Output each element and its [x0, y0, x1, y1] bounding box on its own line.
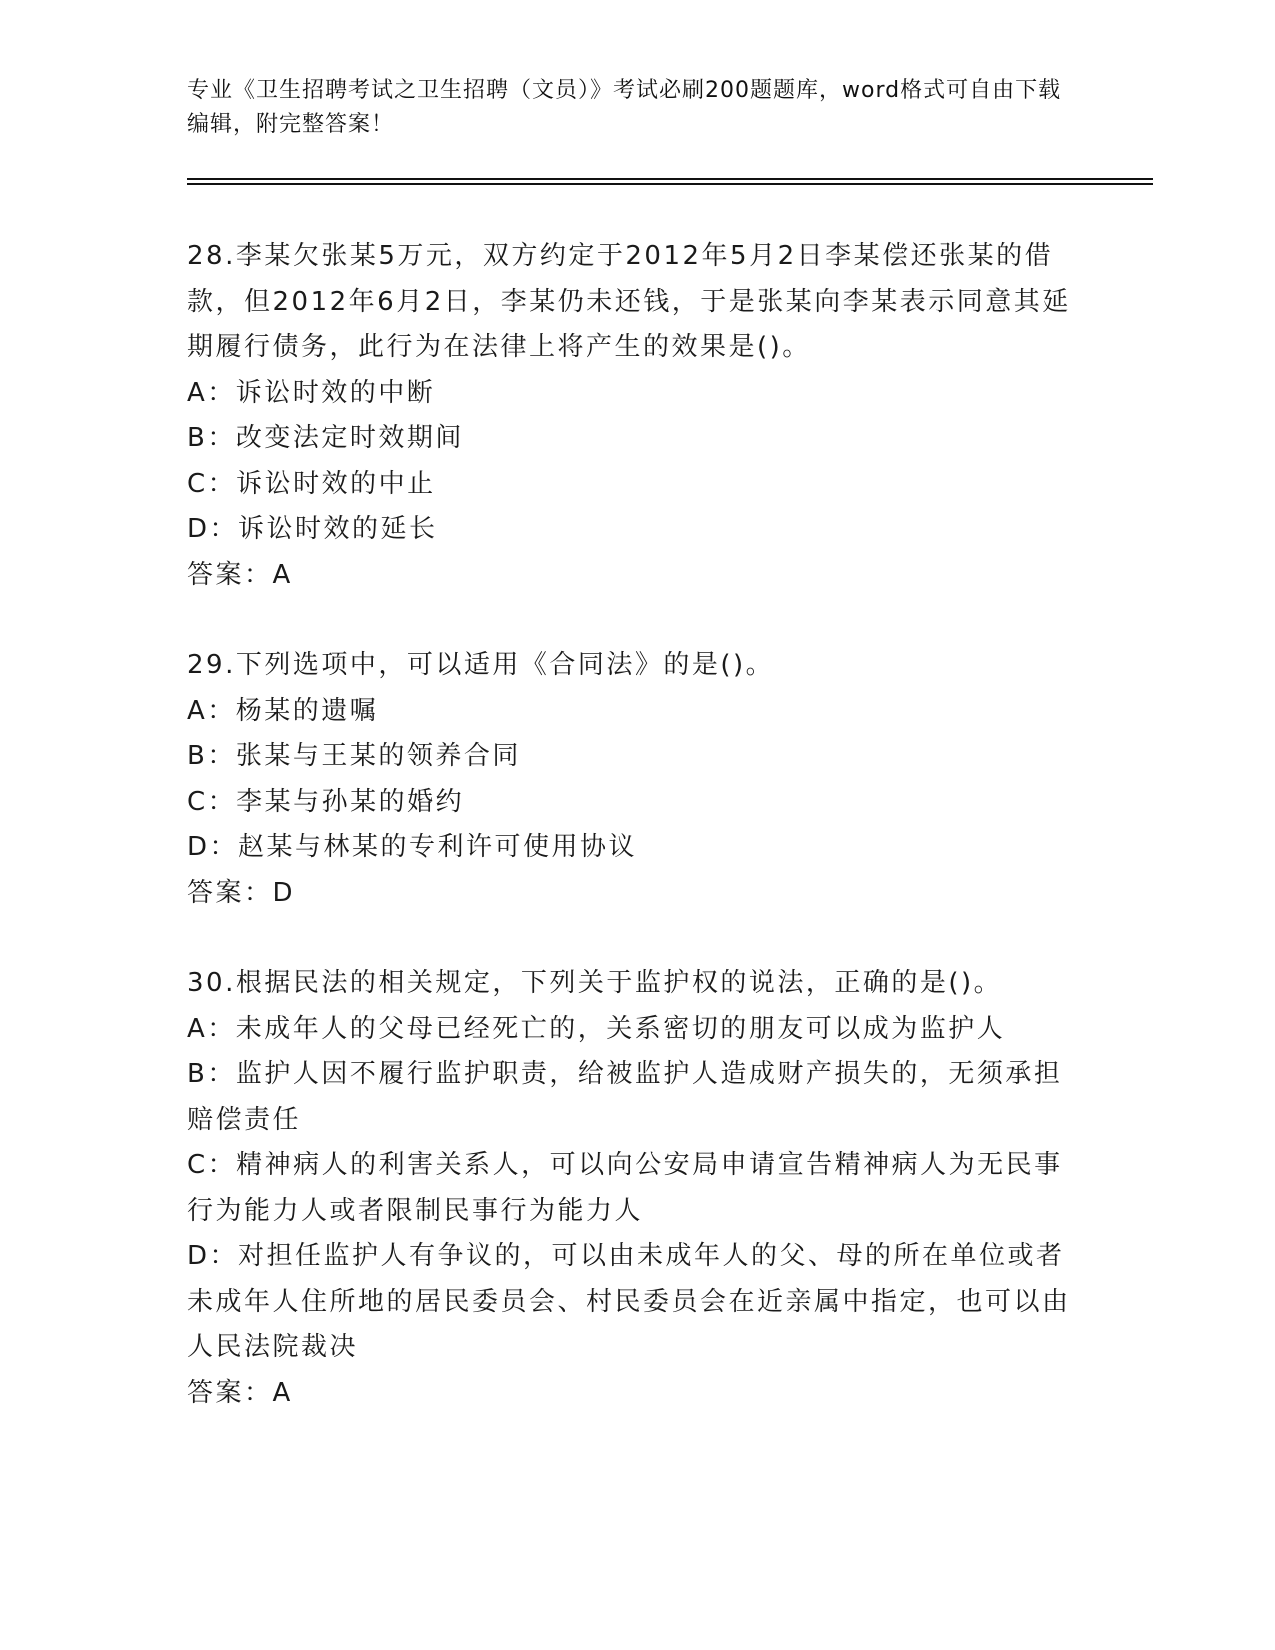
option-c: C：精神病人的利害关系人，可以向公安局申请宣告精神病人为无民事行为能力人或者限制民事行为能力人: [187, 1150, 1063, 1226]
option-b: B：张某与王某的领养合同: [187, 741, 521, 771]
option-a: A：杨某的遗嘱: [187, 695, 379, 726]
question-stem: 29.下列选项中，可以适用《合同法》的是()。: [187, 650, 775, 680]
option-c: C：诉讼时效的中止: [187, 468, 436, 499]
question-stem: 28.李某欠张某5万元，双方约定于2012年5月2日李某偿还张某的借款，但2012年6月2日，李某仍未还钱，于是张某向李某表示同意其延期履行债务，此行为在法律上将产生的效果是()。: [187, 241, 1071, 362]
document-header: [187, 74, 1067, 142]
option-d: D：诉讼时效的延长: [187, 514, 438, 544]
answer-label: 答案：D: [187, 877, 296, 908]
option-a: A：诉讼时效的中断: [187, 377, 436, 408]
question-list: [187, 234, 1087, 1416]
question-29: [187, 643, 1087, 916]
question-spacer: [187, 598, 1087, 643]
option-a: A：未成年人的父母已经死亡的，关系密切的朋友可以成为监护人: [187, 1013, 1006, 1044]
option-d: D：对担任监护人有争议的，可以由未成年人的父、母的所在单位或者未成年人住所地的居民委员会、村民委员会在近亲属中指定，也可以由人民法院裁决: [187, 1241, 1071, 1362]
question-spacer: [187, 916, 1087, 961]
question-30: [187, 961, 1087, 1416]
answer-label: 答案：A: [187, 1377, 293, 1408]
header-text: 专业《卫生招聘考试之卫生招聘（文员）》考试必刷200题题库，word格式可自由下载编辑，附完整答案！: [187, 78, 1062, 137]
header-rule-top: [187, 178, 1153, 180]
question-stem: 30.根据民法的相关规定，下列关于监护权的说法，正确的是()。: [187, 968, 1003, 998]
option-d: D：赵某与林某的专利许可使用协议: [187, 832, 638, 862]
question-28: [187, 234, 1087, 598]
answer-label: 答案：A: [187, 559, 293, 590]
header-rule-bottom: [187, 183, 1153, 185]
option-b: B：监护人因不履行监护职责，给被监护人造成财产损失的，无须承担赔偿责任: [187, 1059, 1063, 1135]
option-b: B：改变法定时效期间: [187, 423, 464, 453]
option-c: C：李某与孙某的婚约: [187, 786, 465, 817]
